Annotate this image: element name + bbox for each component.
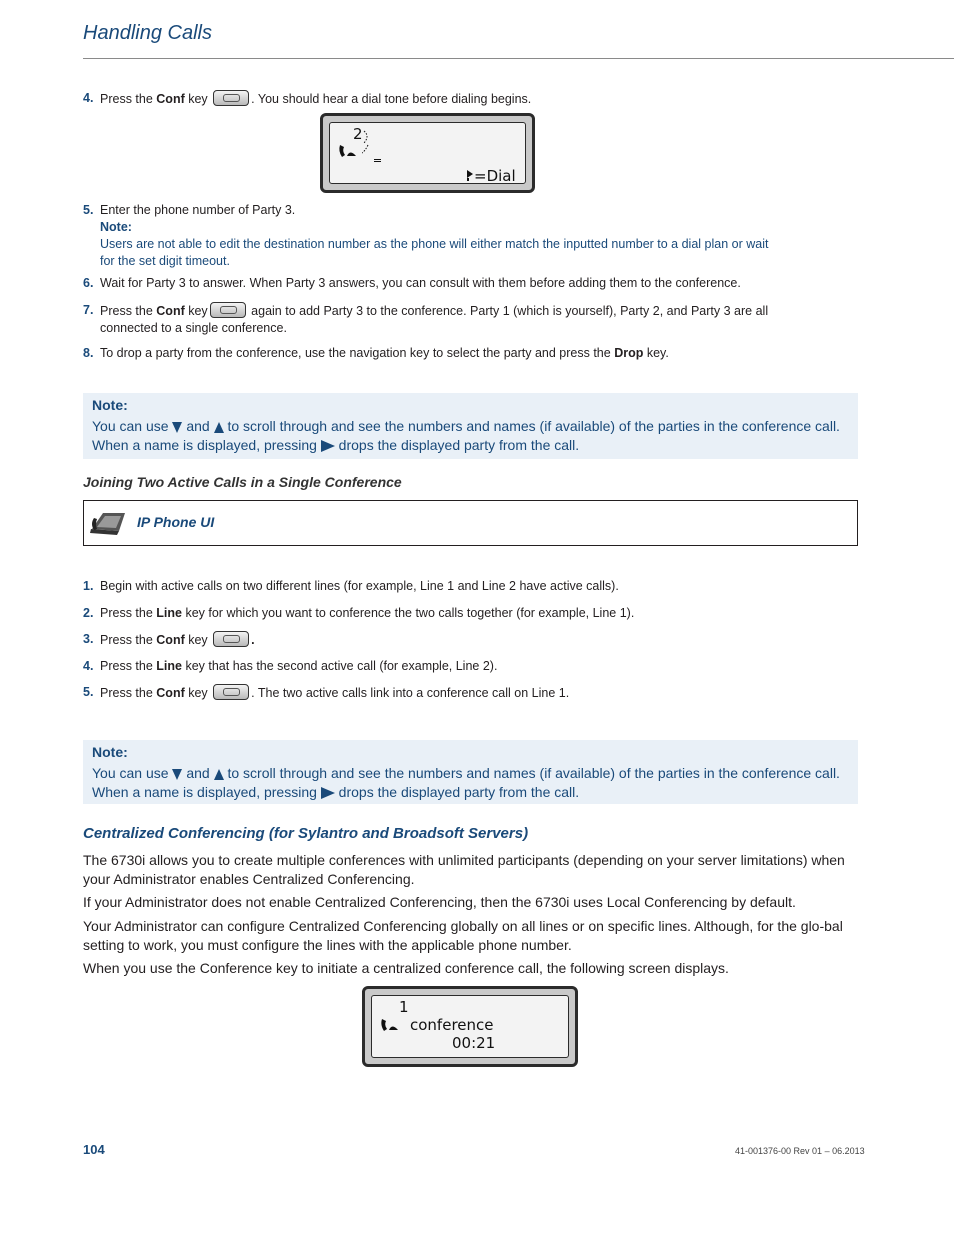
conf-key-name: Conf (156, 633, 185, 647)
step-text: Enter the phone number of Party 3. (100, 203, 296, 217)
call-timer: 00:21 (452, 1034, 496, 1052)
note-text: to scroll through and see the numbers and names (if available) of the parties in the conference call. (223, 765, 840, 781)
step-text: Press the (100, 633, 157, 647)
note-text: and (182, 418, 214, 434)
lcd-line-number: 1 (399, 998, 409, 1016)
ip-phone-ui-box (83, 500, 858, 546)
paragraph-1: The 6730i allows you to create multiple conferences with unlimited participants (depending on your server limitations) when your Administrator enables Centralized Conferencing. (83, 852, 845, 887)
step-text: Wait for Party 3 to answer. When Party 3 answers, you can consult with them before adding them to the conference. (100, 276, 741, 290)
inline-note-text: Users are not able to edit the destination number as the phone will either match the inputted number to a dial plan or wait for the set digit timeout. (100, 237, 769, 268)
step-text: key (184, 686, 208, 700)
paragraph-4: When you use the Conference key to initiate a centralized conference call, the following screen displays. (83, 960, 729, 976)
lcd-screen-dial (320, 113, 535, 193)
page-header-title: Handling Calls (83, 22, 212, 44)
note-text: You can use (92, 765, 173, 781)
step-a-7 (83, 302, 773, 337)
right-arrow-icon (321, 787, 335, 799)
step-b-2 (83, 605, 783, 622)
conf-key-name: Conf (156, 304, 185, 318)
step-b-4 (83, 658, 783, 675)
step-text: Begin with active calls on two different lines (for example, Line 1 and Line 2 have active calls). (100, 579, 619, 593)
step-number: 4. (83, 91, 94, 105)
dial-tone-icon (362, 129, 384, 163)
conf-key-icon (210, 302, 246, 318)
step-text: key for which you want to conference the two calls together (for example, Line 1). (181, 606, 635, 620)
step-text: key (184, 92, 208, 106)
step-text: . The two active calls link into a conference call on Line 1. (251, 686, 570, 700)
conf-key-name: Conf (156, 92, 185, 106)
lcd-display (329, 122, 526, 184)
step-number: 4. (83, 659, 94, 673)
line-key-name: Line (156, 659, 182, 673)
lcd-line-number: 2 (353, 125, 363, 143)
step-b-1 (83, 578, 783, 595)
step-text: . You should hear a dial tone before dialing begins. (251, 92, 532, 106)
note-text: drops the displayed party from the call. (334, 784, 580, 800)
note-text: When a name is displayed, pressing (92, 437, 321, 453)
header-rule (83, 58, 954, 59)
step-number: 3. (83, 632, 94, 646)
step-text: key that has the second active call (for example, Line 2). (181, 659, 498, 673)
conference-label: conference (410, 1016, 494, 1034)
conf-key-icon (213, 90, 249, 106)
up-arrow-icon (214, 422, 224, 433)
inline-note-title: Note: (100, 220, 132, 234)
down-arrow-icon (172, 422, 182, 433)
step-b-3 (83, 631, 783, 649)
conf-key-icon (213, 684, 249, 700)
step-a-5 (83, 202, 773, 270)
right-arrow-icon (321, 440, 335, 452)
handset-icon (380, 1017, 402, 1033)
note-title: Note: (92, 397, 128, 413)
step-text: To drop a party from the conference, use the navigation key to select the party and press the (100, 346, 615, 360)
ip-phone-ui-label: IP Phone UI (137, 514, 215, 530)
drop-key-name: Drop (614, 346, 644, 360)
step-number: 1. (83, 579, 94, 593)
handset-icon (338, 143, 360, 159)
step-number: 5. (83, 685, 94, 699)
ip-phone-icon (89, 509, 127, 537)
step-number: 2. (83, 606, 94, 620)
step-text: key. (643, 346, 669, 360)
dial-softkey-label: =Dial (474, 167, 516, 185)
lcd-screen-conference (362, 986, 578, 1067)
paragraph-3: Your Administrator can configure Centralized Conferencing globally on all lines or on specific lines. Although, for the glo-bal setting to work, you must configure the lines with the applicable phone number. (83, 918, 843, 953)
note-text: You can use (92, 418, 173, 434)
conf-key-icon (213, 631, 249, 647)
step-text: Press the (100, 304, 157, 318)
step-text: Press the (100, 92, 157, 106)
step-a-4 (83, 90, 783, 108)
step-a-6 (83, 275, 783, 292)
note-box-1 (83, 393, 858, 459)
step-number: 7. (83, 303, 94, 317)
step-number: 5. (83, 203, 94, 217)
document-id: 41-001376-00 Rev 01 – 06.2013 (735, 1146, 865, 1156)
step-a-8 (83, 345, 783, 362)
step-text: . (251, 633, 255, 647)
note-body (92, 764, 852, 802)
paragraph-2: If your Administrator does not enable Centralized Conferencing, then the 6730i uses Local Conferencing by default. (83, 894, 796, 910)
note-text: and (182, 765, 214, 781)
note-title: Note: (92, 744, 128, 760)
conf-key-name: Conf (156, 686, 185, 700)
step-text: Press the (100, 686, 157, 700)
step-b-5 (83, 684, 783, 702)
section-title-centralized: Centralized Conferencing (for Sylantro and Broadsoft Servers) (83, 825, 529, 842)
line-key-name: Line (156, 606, 182, 620)
note-text: to scroll through and see the numbers and names (if available) of the parties in the conference call. (223, 418, 840, 434)
step-text: again to add Party 3 to the conference. Party 1 (which is yourself), Party 2, and Party 3 are all connected to a single conference. (100, 304, 769, 335)
step-text: key (184, 633, 208, 647)
step-number: 6. (83, 276, 94, 290)
up-arrow-icon (214, 769, 224, 780)
note-box-2 (83, 740, 858, 804)
note-text: drops the displayed party from the call. (334, 437, 580, 453)
step-text: Press the (100, 606, 157, 620)
down-arrow-icon (172, 769, 182, 780)
note-text: When a name is displayed, pressing (92, 784, 321, 800)
lcd-display (371, 995, 569, 1058)
step-text: key (184, 304, 208, 318)
section-title-joining: Joining Two Active Calls in a Single Conference (83, 474, 402, 490)
note-body (92, 417, 852, 455)
page-number: 104 (83, 1142, 105, 1157)
step-text: Press the (100, 659, 157, 673)
softkey-pointer-icon (466, 168, 474, 182)
step-number: 8. (83, 346, 94, 360)
